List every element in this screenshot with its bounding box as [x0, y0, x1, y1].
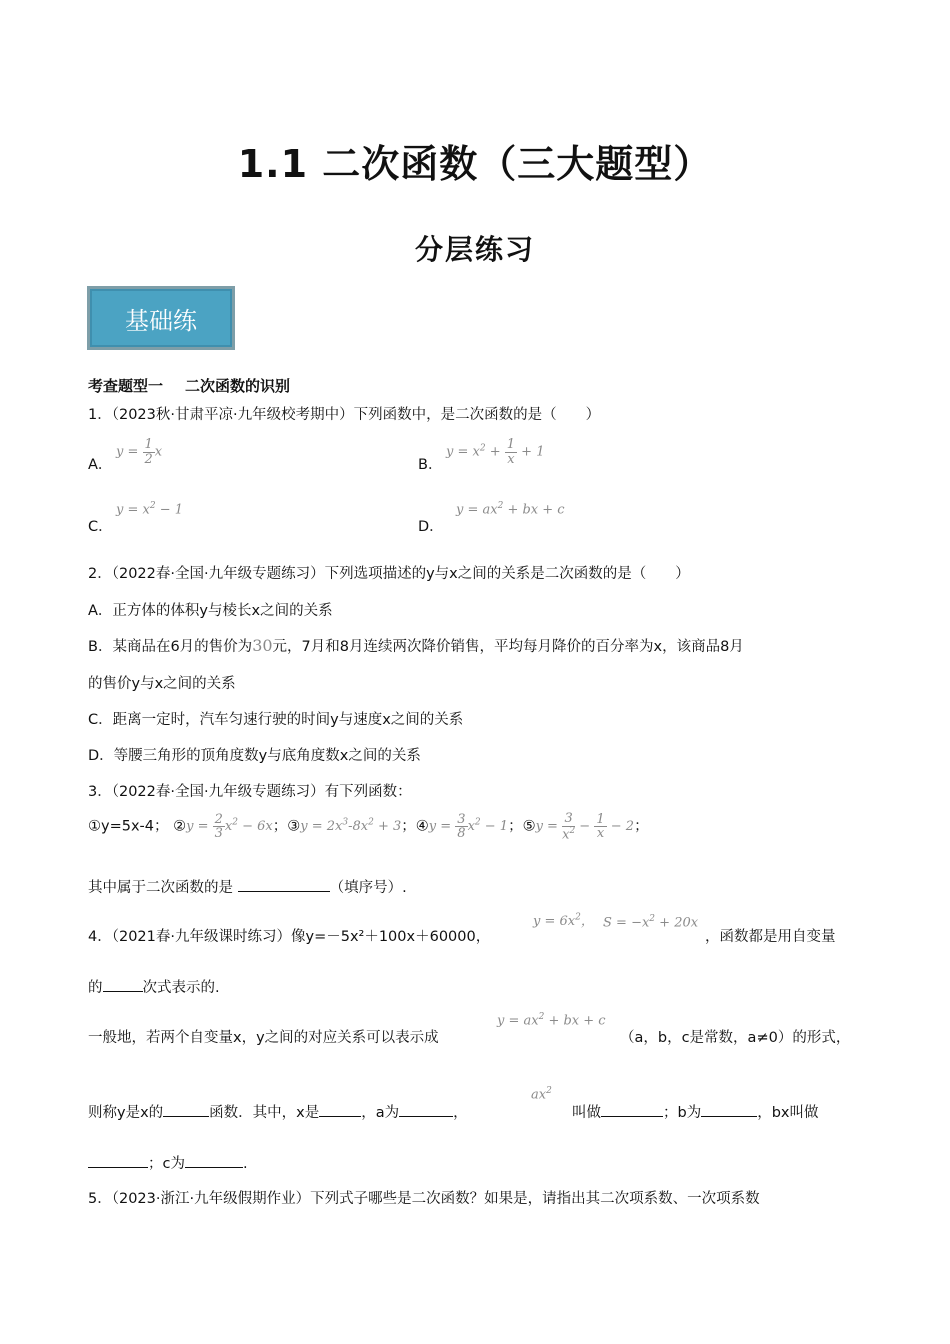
q2-option-d: D．等腰三角形的顶角度数y与底角度数x之间的关系 — [88, 748, 421, 764]
q4-formula-2: $S = -x^2 + 20x$ — [603, 914, 699, 931]
q3-f3: $y = 2x^3-8x^2 + 3$ — [300, 817, 402, 835]
q4-line1-tail: ，函数都是用自变量 — [705, 929, 836, 945]
q1-option-a-label: A． — [88, 457, 113, 473]
q3-functions: ①y=5x-4； ②y = $\frac{2}{3}$ $x^2 - 6x$；③y = $2x^3-8x^2 + 3$；④y = $\frac{3}{8}$ $x^2 - 1$；⑤y = $\frac{3}{x^2}$ − $\frac{1}{x}$ − 2； — [88, 811, 649, 842]
section-label: 考查题型一 — [88, 377, 164, 395]
q1-option-d-formula: $y = ax^2$ + bx + c — [456, 501, 565, 518]
q4-line2: 的 次式表示的. — [88, 976, 220, 997]
q4-formula-3: $y = ax^2$ + bx + c — [497, 1012, 606, 1029]
q4-blank-5[interactable] — [701, 1102, 757, 1117]
page-title: 1.1 二次函数（三大题型） — [237, 142, 713, 186]
q1-option-c-formula: $y = x^2 - 1$ — [116, 501, 184, 518]
q3-f1: ①y=5x-4； — [88, 818, 169, 835]
q3-answer-blank[interactable] — [238, 877, 330, 892]
q4-line3: 一般地，若两个自变量x，y之间的对应关系可以表示成 — [88, 1030, 439, 1046]
q2-option-c: C．距离一定时，汽车匀速行驶的时间y与速度x之间的关系 — [88, 712, 464, 728]
q4-blank-4[interactable] — [601, 1102, 663, 1117]
q4-line4-tail: 叫做 ；b为 ，bx叫做 — [572, 1101, 819, 1122]
q1-option-c-label: C． — [88, 519, 113, 535]
q1-option-b-formula: $y = x^2$ + $\frac{1}{x}$ + 1 — [446, 437, 545, 467]
q2-option-b-line1: B．某商品在6月的售价为30元，7月和8月连续两次降价销售，平均每月降价的百分率为x，该商品8月 — [88, 636, 744, 655]
q4-blank-6[interactable] — [88, 1153, 148, 1168]
q4-line4: 则称y是x的 函数．其中，x是 ，a为 ， — [88, 1101, 468, 1122]
q4-blank-2[interactable] — [319, 1102, 361, 1117]
q4-blank-degree[interactable] — [103, 977, 143, 992]
q2-option-a: A．正方体的体积y与棱长x之间的关系 — [88, 603, 333, 619]
q3-f2: y = $\frac{2}{3}$ $x^2 - 6x$ — [186, 811, 273, 842]
q4-line5: ；c为 . — [88, 1152, 248, 1173]
q4-blank-1[interactable] — [163, 1102, 209, 1117]
q3-f5: y = $\frac{3}{x^2}$ − $\frac{1}{x}$ − 2 — [535, 811, 635, 842]
q2-option-b-line2: 的售价y与x之间的关系 — [88, 676, 236, 692]
section-name: 二次函数的识别 — [185, 377, 291, 395]
q4-line1: 4．（2021春·九年级课时练习）像y=－5x²＋100x＋60000， — [88, 929, 491, 945]
page-subtitle: 分层练习 — [414, 233, 535, 266]
q3-f4: y = $\frac{3}{8}$ $x^2 - 1$ — [428, 811, 509, 842]
q4-formula-4: $ax^2$ — [531, 1086, 552, 1103]
q1-option-a-formula: y = $\frac{1}{2}$ x — [116, 437, 163, 467]
q1-stem: 1．（2023秋·甘肃平凉·九年级校考期中）下列函数中，是二次函数的是（ ） — [88, 407, 601, 423]
q4-line3-tail: （a，b，c是常数，a≠0）的形式， — [620, 1030, 851, 1046]
q4-formula-1: $y = 6x^2$， — [533, 912, 594, 929]
q3-ask: 其中属于二次函数的是 （填序号）. — [88, 876, 407, 897]
q4-blank-3[interactable] — [399, 1102, 453, 1117]
q2-stem: 2．（2022春·全国·九年级专题练习）下列选项描述的y与x之间的关系是二次函数的是（ ） — [88, 566, 690, 582]
q5-stem: 5．（2023·浙江·九年级假期作业）下列式子哪些是二次函数？如果是，请指出其二次项系数、一次项系数 — [88, 1191, 760, 1207]
q1-option-d-label: D． — [418, 519, 444, 535]
level-badge: 基础练 — [87, 286, 235, 350]
section-heading — [88, 375, 290, 396]
q3-stem: 3．（2022春·全国·九年级专题练习）有下列函数： — [88, 784, 412, 800]
q1-option-b-label: B． — [418, 457, 443, 473]
q4-blank-7[interactable] — [185, 1153, 243, 1168]
